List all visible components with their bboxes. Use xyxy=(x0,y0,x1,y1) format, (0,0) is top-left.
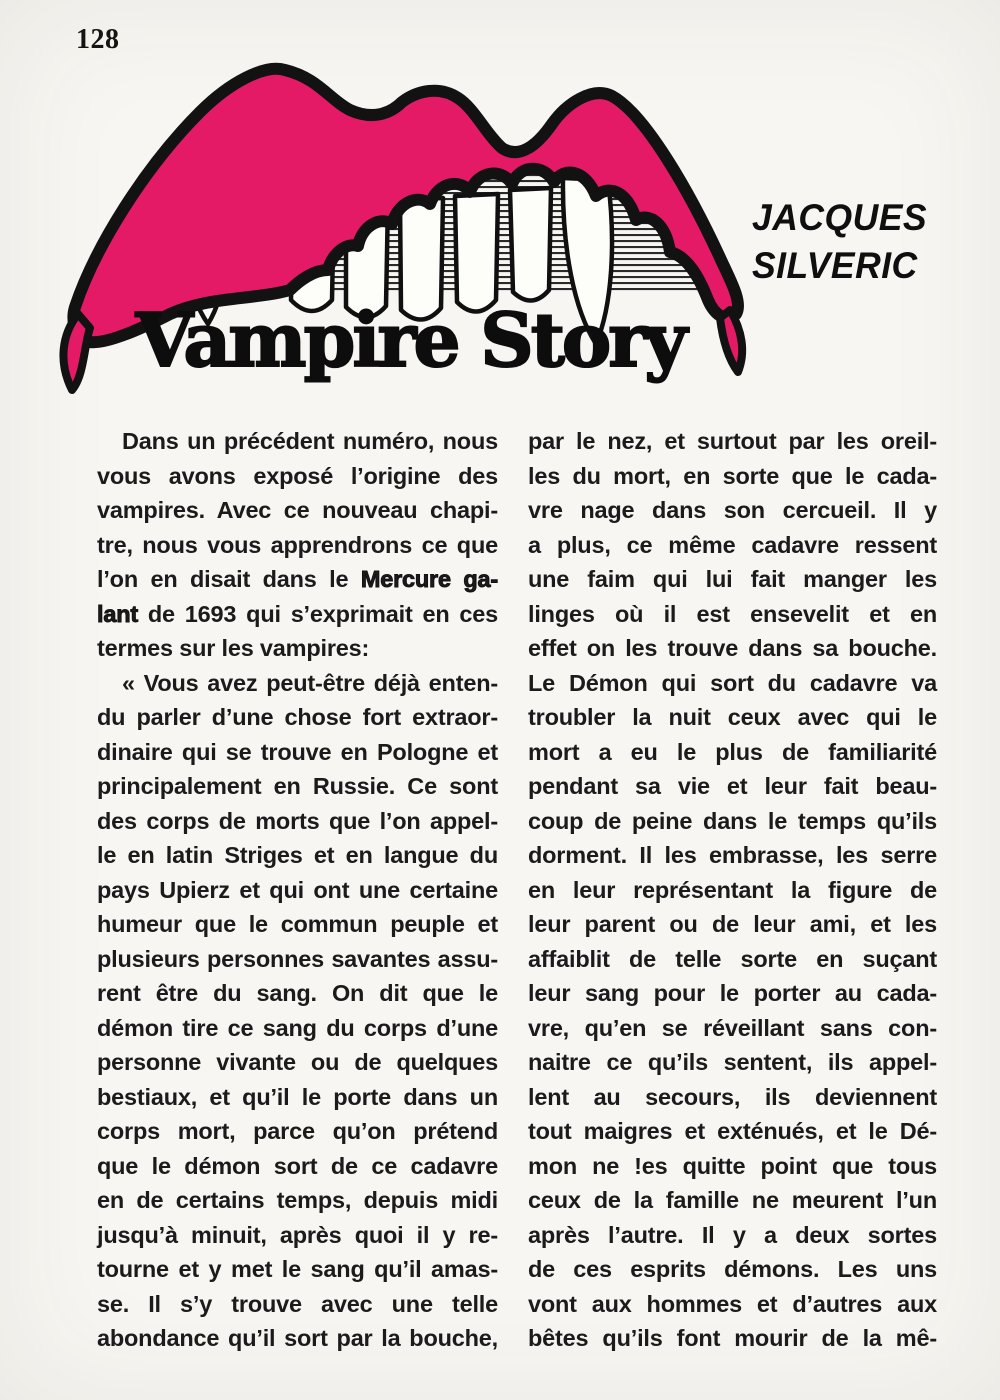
tooth xyxy=(455,194,498,312)
text-line: jusqu’à minuit, après quoi il y re- xyxy=(97,1221,498,1248)
text-line: termes sur les vampires: xyxy=(97,635,370,661)
text-line xyxy=(97,562,498,597)
text-line: des corps de morts que l’on appel- xyxy=(97,807,498,834)
text-line: rent être du sang. On dit que le xyxy=(97,980,498,1006)
author-line-1: JACQUES xyxy=(752,197,928,238)
text-line: bestiaux, et qu’il le porte dans un xyxy=(97,1083,498,1110)
text-run: de 1693 qui s’exprimait en ces xyxy=(137,600,498,627)
text-line: lent au secours, ils deviennent xyxy=(528,1083,937,1110)
text-line: mon ne !es quitte point que tous xyxy=(528,1152,937,1179)
text-line: vont aux hommes et d’autres aux xyxy=(528,1290,937,1317)
text-line: les du mort, en sorte que le cada- xyxy=(528,462,937,489)
text-line: par le nez, et surtout par les oreil- xyxy=(528,428,937,454)
text-line: naitre ce qu’ils sentent, ils appel- xyxy=(528,1049,937,1075)
text-line: principalement en Russie. Ce sont xyxy=(97,773,498,799)
text-line: plusieurs personnes savantes assu- xyxy=(97,945,498,972)
text-line: humeur que le commun peuple et xyxy=(97,911,498,937)
text-line: leur sang pour le porter au cada- xyxy=(528,980,937,1006)
text-line: effet on les trouve dans sa bouche. xyxy=(528,635,937,661)
text-line: coup de peine dans le temps qu’ils xyxy=(528,807,937,834)
text-line: vampires. Avec ce nouveau chapi- xyxy=(97,497,498,523)
text-line: tourne et y met le sang qu’il amas- xyxy=(97,1256,498,1282)
text-line: après l’autre. Il y a deux sortes xyxy=(528,1221,937,1248)
tooth xyxy=(510,188,551,301)
text-line: ceux de la famille ne meurent l’un xyxy=(528,1187,937,1213)
text-line: affaiblit de telle sorte en suçant xyxy=(528,945,937,972)
text-run: l’on en disait dans le xyxy=(97,566,361,592)
text-line: le en latin Striges et en langue du xyxy=(97,842,498,868)
text-line: vre, qu’en se réveillant sans con- xyxy=(528,1014,937,1041)
author-line-2: SILVERIC xyxy=(752,245,918,286)
text-line: une faim qui lui fait manger les xyxy=(528,566,937,592)
author-name xyxy=(752,194,927,290)
text-line: Le Démon qui sort du cadavre va xyxy=(528,669,937,696)
emphasized-text: Mercure ga- xyxy=(360,566,499,592)
text-line: personne vivante ou de quelques xyxy=(97,1049,498,1075)
text-line: « Vous avez peut-être déjà enten- xyxy=(122,669,498,696)
page-number: 128 xyxy=(76,24,120,55)
text-line: de ces esprits démons. Les uns xyxy=(528,1256,937,1282)
text-line: abondance qu’il sort par la bouche, xyxy=(97,1325,498,1351)
text-line: que le démon sort de ce cadavre xyxy=(97,1152,498,1179)
text-line: linges où il est ensevelit et en xyxy=(528,600,937,627)
text-line: en de certains temps, depuis midi xyxy=(97,1187,498,1213)
text-line: démon tire ce sang du corps d’une xyxy=(97,1014,498,1041)
text-line: mort a eu le plus de familiarité xyxy=(528,738,937,765)
text-line: dorment. Il les embrasse, les serre xyxy=(528,842,937,868)
text-line: leur parent ou de leur ami, et les xyxy=(528,911,937,937)
text-column-right xyxy=(528,424,937,1356)
text-line: Dans un précédent numéro, nous xyxy=(122,428,498,454)
text-line: bêtes qu’ils font mourir de la mê- xyxy=(528,1325,937,1351)
text-line: tre, nous vous apprendrons ce que xyxy=(97,531,498,558)
text-line: troubler la nuit ceux avec qui le xyxy=(528,704,937,730)
text-line: se. Il s’y trouve avec une telle xyxy=(97,1290,498,1317)
text-line: dinaire qui se trouve en Pologne et xyxy=(97,738,498,765)
text-line: corps mort, parce qu’on prétend xyxy=(97,1118,498,1144)
article-title: Vampire Story xyxy=(135,298,685,384)
text-line: vous avons exposé l’origine des xyxy=(97,462,498,489)
text-line: tout maigres et exténués, et le Dé- xyxy=(528,1118,937,1144)
emphasized-text: lant xyxy=(97,600,138,627)
text-line: du parler d’une chose fort extraor- xyxy=(97,704,498,730)
text-line: pendant sa vie et leur fait beau- xyxy=(528,773,937,799)
text-line: en leur représentant la figure de xyxy=(528,876,937,903)
text-line xyxy=(97,597,498,632)
text-line: a plus, ce même cadavre ressent xyxy=(528,531,937,558)
text-line: pays Upierz et qui ont une certaine xyxy=(97,876,498,903)
text-column-left xyxy=(97,424,498,1356)
text-line: vre nage dans son cercueil. Il y xyxy=(528,497,937,523)
